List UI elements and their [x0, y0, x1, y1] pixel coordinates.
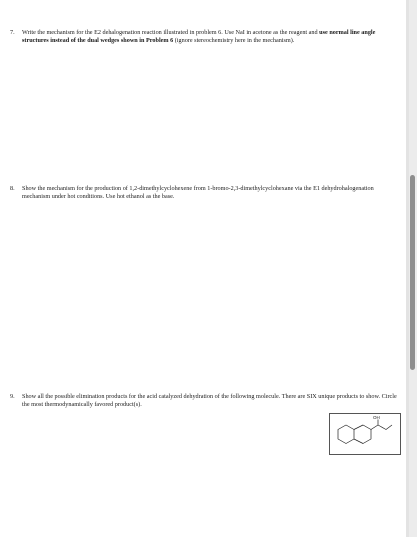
question-number: 9.	[10, 393, 15, 400]
question-text: Show all the possible elimination products for the acid catalyzed dehydration of the following molecule. There are SIX unique products to show. Circle the most thermodynamically favored product(s).	[22, 393, 397, 409]
question-7	[10, 29, 398, 46]
hydroxyl-branch	[371, 420, 378, 430]
vertical-scrollbar[interactable]	[409, 0, 417, 537]
question-text-part: (ignore stereochemistry here in the mechanism).	[173, 37, 295, 45]
molecule-structure-box	[329, 413, 401, 455]
question-number: 8.	[10, 185, 15, 192]
question-number: 7.	[10, 29, 15, 36]
question-text	[22, 29, 398, 46]
molecule-structure-drawing	[330, 414, 400, 454]
question-9	[10, 393, 398, 410]
question-text-part: Write the mechanism for the E2 dehalogenation reaction illustrated in problem 6. Use NaI in acetone as the reagent and	[22, 29, 320, 36]
hydroxyl-label: OH	[373, 415, 380, 420]
question-8	[10, 185, 398, 202]
question-text-emphasis: use normal line angle structures instead of the dual wedges shown in Problem 6	[22, 29, 376, 45]
cyclohexane-ring	[338, 425, 354, 444]
second-ring	[354, 425, 371, 444]
alkyl-branch	[378, 425, 392, 430]
question-text: Show the mechanism for the production of 1,2-dimethylcyclohexene from 1-bromo-2,3-dimethylcyclohexane via the E1 dehydrohalogenation mechanism under hot conditions. Use hot ethanol as the base.	[22, 185, 374, 201]
scrollbar-thumb[interactable]	[410, 175, 415, 370]
